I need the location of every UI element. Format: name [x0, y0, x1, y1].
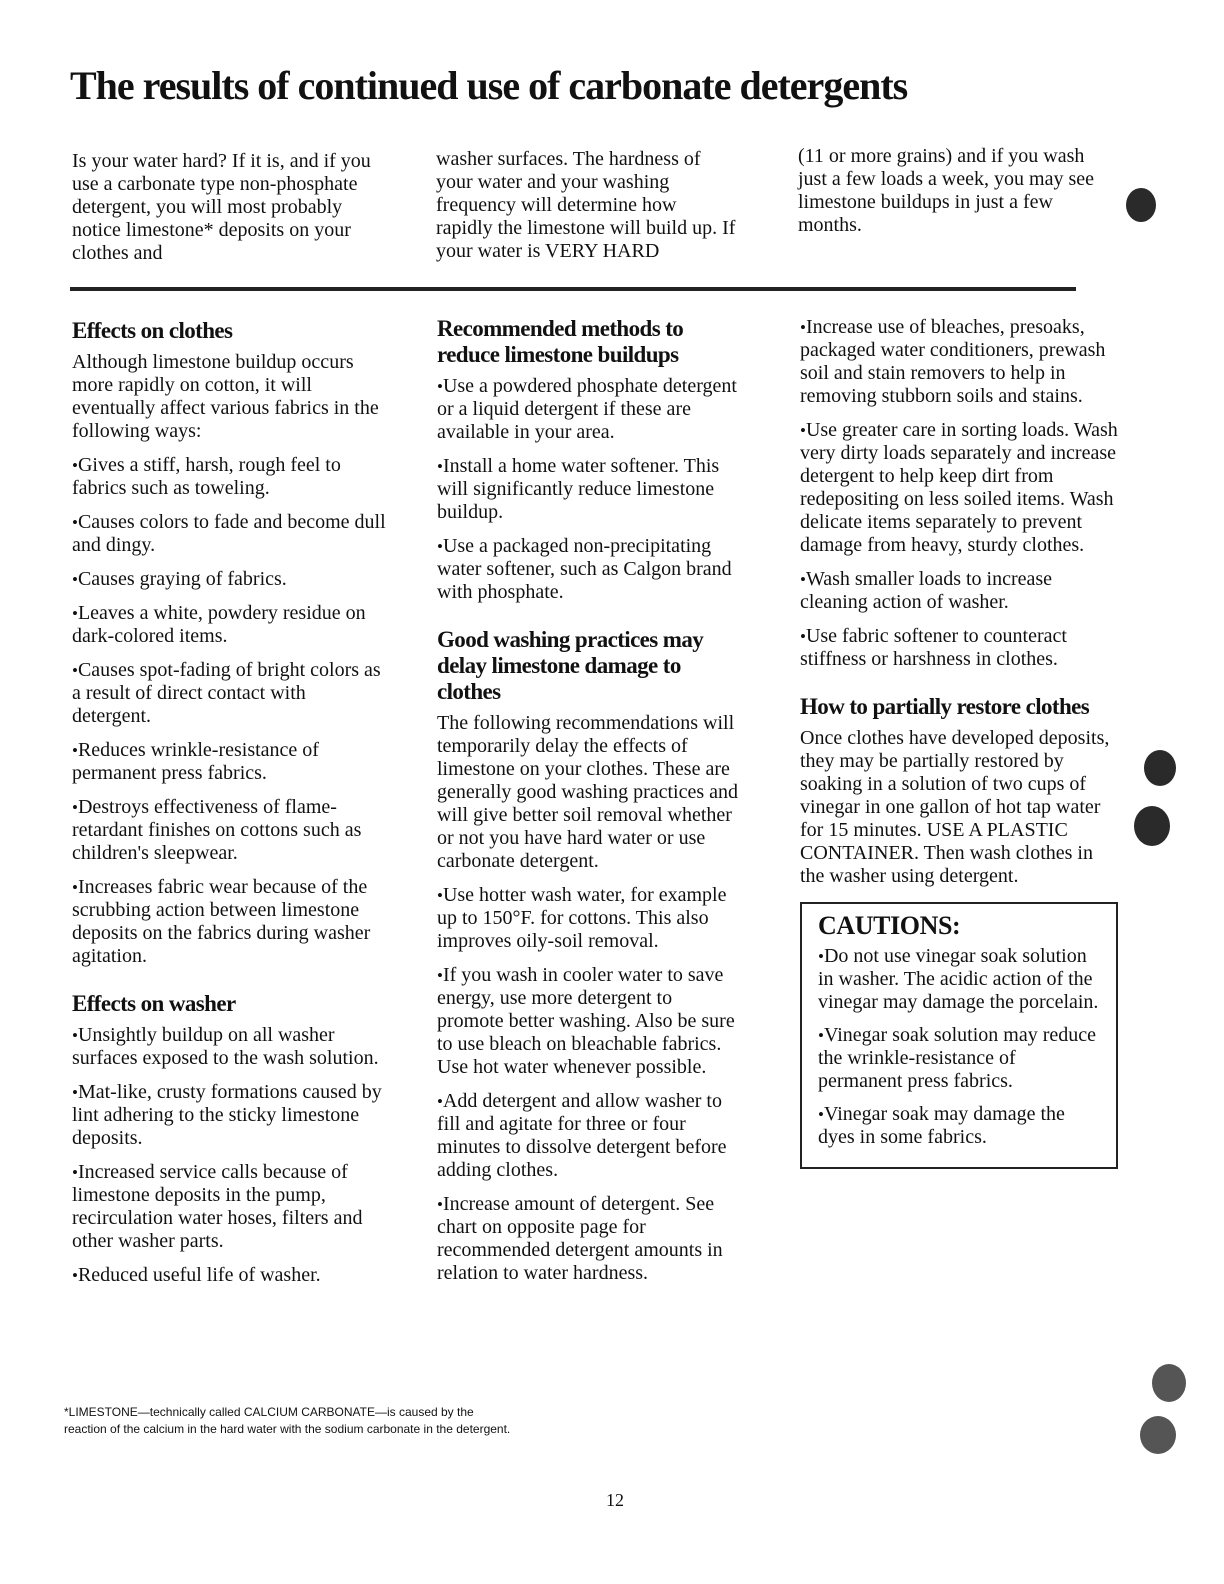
binder-hole-icon: [1126, 188, 1156, 222]
list-item: • Mat-like, crusty formations caused by lint adhering to the sticky limestone deposits.: [72, 1081, 388, 1150]
effects-clothes-heading: Effects on clothes: [72, 318, 233, 343]
list-item: • Vinegar soak may damage the dyes in some fabrics.: [818, 1103, 1104, 1149]
page-title: The results of continued use of carbonate detergents: [70, 63, 908, 108]
intro-col-1: Is your water hard? If it is, and if you use a carbonate type non-phosphate detergent, you will most probably notice limestone* deposits on your clothes and: [72, 150, 371, 264]
list-item: • Use a powdered phosphate detergent or a liquid detergent if these are available in your area.: [437, 375, 742, 444]
list-item: • Causes graying of fabrics.: [72, 568, 388, 591]
list-item: • Destroys effectiveness of flame-retardant finishes on cottons such as children's sleepwear.: [72, 796, 388, 865]
footnote-line-2: reaction of the calcium in the hard water with the sodium carbonate in the detergent.: [64, 1422, 511, 1436]
binder-hole-icon: [1134, 806, 1170, 846]
list-item: • Do not use vinegar soak solution in washer. The acidic action of the vinegar may damage the porcelain.: [818, 945, 1104, 1014]
list-item: • Wash smaller loads to increase cleaning action of washer.: [800, 568, 1118, 614]
list-item: • Reduced useful life of washer.: [72, 1264, 388, 1287]
recommended-heading: Recommended methods to reduce limestone buildups: [437, 316, 684, 367]
list-item: • Use greater care in sorting loads. Wash very dirty loads separately and increase detergent to help keep dirt from redepositing on less soiled items. Wash delicate items separately to prevent damage from heavy, sturdy clothes.: [800, 419, 1118, 557]
good-practices-heading: Good washing practices may delay limestone damage to clothes: [437, 627, 704, 704]
column-1: [72, 318, 388, 1298]
list-item: • Use fabric softener to counteract stiffness or harshness in clothes.: [800, 625, 1118, 671]
footnote-line-1: *LIMESTONE—technically called CALCIUM CARBONATE—is caused by the: [64, 1405, 474, 1419]
list-item: • Increased service calls because of limestone deposits in the pump, recirculation water hoses, filters and other washer parts.: [72, 1161, 388, 1253]
list-item: • Unsightly buildup on all washer surfaces exposed to the wash solution.: [72, 1024, 388, 1070]
binder-hole-icon: [1152, 1364, 1186, 1402]
list-item: • Increase amount of detergent. See chart on opposite page for recommended detergent amounts in relation to water hardness.: [437, 1193, 742, 1285]
cautions-heading: CAUTIONS:: [818, 911, 961, 940]
binder-hole-icon: [1144, 750, 1176, 786]
list-item: • Install a home water softener. This will significantly reduce limestone buildup.: [437, 455, 742, 524]
list-item: • Increases fabric wear because of the scrubbing action between limestone deposits on the fabrics during washer agitation.: [72, 876, 388, 968]
binder-hole-icon: [1140, 1416, 1176, 1454]
list-item: • Gives a stiff, harsh, rough feel to fabrics such as toweling.: [72, 454, 388, 500]
list-item: • Leaves a white, powdery residue on dark-colored items.: [72, 602, 388, 648]
column-2: [437, 316, 742, 1296]
list-item: • Reduces wrinkle-resistance of permanent press fabrics.: [72, 739, 388, 785]
list-item: • Use hotter wash water, for example up to 150°F. for cottons. This also improves oily-soil removal.: [437, 884, 742, 953]
column-3: [800, 316, 1118, 1169]
good-practices-lead: The following recommendations will temporarily delay the effects of limestone on your clothes. These are generally good washing practices and will give better soil removal whether or not you have hard water or use carbonate detergent.: [437, 712, 739, 872]
list-item: • If you wash in cooler water to save energy, use more detergent to promote better washing. Also be sure to use bleach on bleachable fabrics. Use hot water whenever possible.: [437, 964, 742, 1079]
list-item: • Vinegar soak solution may reduce the wrinkle-resistance of permanent press fabrics.: [818, 1024, 1104, 1093]
list-item: • Use a packaged non-precipitating water softener, such as Calgon brand with phosphate.: [437, 535, 742, 604]
page-number: 12: [606, 1490, 624, 1510]
effects-washer-heading: Effects on washer: [72, 991, 236, 1016]
section-divider: [70, 287, 1076, 291]
cautions-box: [800, 902, 1118, 1169]
intro-col-2: washer surfaces. The hardness of your water and your washing frequency will determine how rapidly the limestone will build up. If your water is VERY HARD: [436, 148, 736, 262]
footnote: [64, 1404, 510, 1438]
list-item: • Causes spot-fading of bright colors as a result of direct contact with detergent.: [72, 659, 388, 728]
restore-text: Once clothes have developed deposits, they may be partially restored by soaking in a solution of two cups of vinegar in one gallon of hot tap water for 15 minutes. USE A PLASTIC CONTAINER. Then wash clothes in the washer using detergent.: [800, 727, 1110, 887]
effects-clothes-lead: Although limestone buildup occurs more rapidly on cotton, it will eventually affect various fabrics in the following ways:: [72, 351, 379, 442]
intro-col-3: (11 or more grains) and if you wash just a few loads a week, you may see limestone buildups in just a few months.: [798, 145, 1095, 236]
list-item: • Causes colors to fade and become dull and dingy.: [72, 511, 388, 557]
list-item: • Increase use of bleaches, presoaks, packaged water conditioners, prewash soil and stain removers to help in removing stubborn soils and stains.: [800, 316, 1118, 408]
restore-heading: How to partially restore clothes: [800, 694, 1090, 719]
list-item: • Add detergent and allow washer to fill and agitate for three or four minutes to dissolve detergent before adding clothes.: [437, 1090, 742, 1182]
